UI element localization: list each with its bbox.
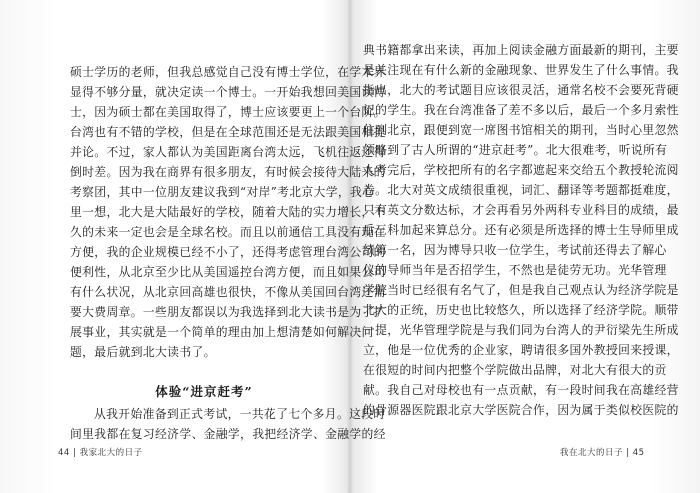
text-line: 里一想，北大是大陆最好的学校，随着大陆的实力增长，不 <box>70 205 386 219</box>
text-line: 台湾也有不错的学校，但是在全球范围还是无法跟美国相提 <box>70 125 386 139</box>
text-line: 献。我自己对母校也有一点贡献，有一段时间我在高雄经营 <box>363 383 679 397</box>
text-line: 考察团，其中一位朋友建议我到“对岸”考北京大学，我心 <box>70 185 375 199</box>
text-line: 北大的正统，历史也比较悠久，所以选择了经济学院。顺带 <box>363 303 679 317</box>
text-line: 指出，北大的考试题目应该很灵活，通常名校不会要死背硬 <box>363 83 679 97</box>
text-line: 卷。北大对英文成绩很重视，词汇、翻译等考题都挺难度， <box>363 183 679 197</box>
text-line: 有什么状况，从北京回高雄也很快，不像从美国回台湾还需 <box>70 285 386 299</box>
text-line: 后三科加起来算总分。还有必须是所选择的博士生导师里成 <box>363 223 679 237</box>
text-line: 从我开始准备到正式考试，一共花了七个多月。这段时 <box>94 407 386 421</box>
left-paragraph-new-section <box>70 404 386 444</box>
text-line: 硕士学历的老师，但我总感觉自己没有博士学位，在学术界 <box>70 65 386 79</box>
text-line: 便利性，从北京至少比从美国遥控台湾方便，而且如果公司 <box>70 265 386 279</box>
text-line: 是关注现在有什么新的金融现象、世界发生了什么事情。我 <box>363 63 679 77</box>
text-line: 学院当时已经很有名气了，但是我自己观点认为经济学院是 <box>363 283 679 297</box>
text-line: 住到北京，跟便到宽一席图书馆相关的期刊，当时心里忽然 <box>363 123 679 137</box>
text-line: 方便，我的企业规模已经不小了，还得考虑管理台湾公司的 <box>70 245 386 259</box>
text-line: 仪的导师当年是否招学生，不然也是徒劳无功。光华管理 <box>363 263 667 277</box>
text-line: 久的未来一定也会是全球名校。而且以前通信工具没有现在 <box>70 225 386 239</box>
text-line: 典书籍都拿出来读，再加上阅读金融方面最新的期刊，主要 <box>363 43 679 57</box>
right-page-footer: 我在北大的日子 | 45 <box>560 448 645 458</box>
text-line: 题，最后就到北大读书了。 <box>70 345 216 359</box>
text-line: 间里我都在复习经济学、金融学，我把经济学、金融学的经 <box>70 427 386 441</box>
text-line: 只有英文分数达标，才会再看另外两科专业科目的成绩，最 <box>363 203 679 217</box>
section-title: 体验“进京赶考” <box>155 384 253 399</box>
right-page-body <box>363 40 679 420</box>
text-line: 并论。不过，家人都认为美国距离台湾太远，飞机往返还得 <box>70 145 386 159</box>
text-line: 立，他是一位优秀的企业家，聘请很多国外教授回来授课， <box>363 343 679 357</box>
section-gap <box>70 362 338 380</box>
text-line: 记的学生。我在台湾准备了差不多以后，最后一个多月索性 <box>363 103 679 117</box>
left-page-footer: 44 | 我家北大的日子 <box>58 448 143 458</box>
text-line: 展事业，其实就是一个简单的理由加上想清楚如何解决问 <box>70 325 374 339</box>
text-line: 士，因为硕士都在美国取得了，博士应该要更上一个台阶。 <box>70 105 386 119</box>
text-line: 倒时差。因为我在商界有很多朋友，有时候会接待大陆来的 <box>70 165 386 179</box>
text-line: 绩第一名，因为博导只收一位学生，考试前还得去了解心 <box>363 243 667 257</box>
text-line: 一提，光华管理学院是与我们同为台湾人的尹衍梁先生所成 <box>363 323 679 337</box>
text-line: 的骨源器医院跟北京大学医院合作，因为属于类似校医院的 <box>363 403 679 417</box>
text-line: 要大费周章。一些朋友都误以为我选择到北大读书是为了扩 <box>70 305 386 319</box>
left-page-body <box>70 62 386 444</box>
text-line: 领略到了古人所谓的“进京赶考”。北大很难考，听说所有 <box>363 143 668 157</box>
left-paragraph <box>70 62 386 362</box>
text-line: 人考完后，学校把所有的名字都遮起来交给五个教授轮流阅 <box>363 163 679 177</box>
text-line: 在很短的时间内把整个学院做出品牌，对北大有很大的贡 <box>363 363 667 377</box>
text-line: 显得不够分量，就决定读一个博士。一开始我想回美国读博 <box>70 85 386 99</box>
